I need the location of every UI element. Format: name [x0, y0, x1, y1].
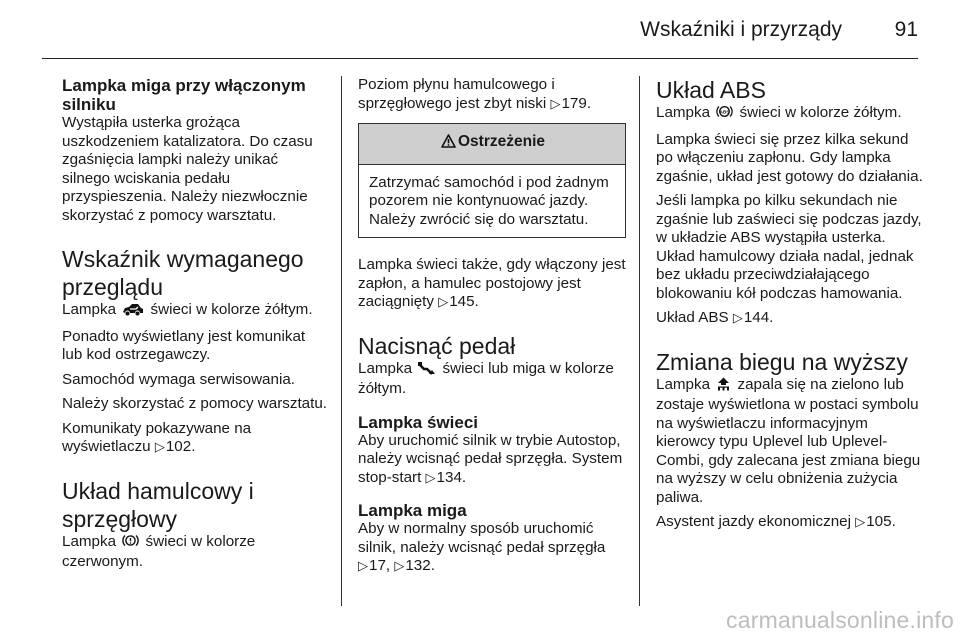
press-pedal-icon — [418, 362, 436, 381]
section-title-abs: Układ ABS — [656, 77, 766, 103]
column-2 — [358, 76, 626, 582]
warning-box — [358, 123, 626, 238]
page-number: 91 — [894, 18, 918, 41]
paragraph-abs-lamp: Lampka ABS świeci w kolorze żółtym. — [656, 104, 924, 125]
paragraph-abs-reference: Układ ABS ▷144. — [656, 309, 774, 326]
column-3 — [656, 76, 924, 538]
warning-title: Ostrzeżenie — [457, 133, 545, 150]
paragraph-brake-fluid: Poziom płynu hamulcowego i sprzęgłowego jest zbyt niski ▷179. — [358, 76, 592, 112]
paragraph-service-lamp: Lampka świeci w kolorze żółtym. — [62, 301, 328, 322]
reference-arrow-icon: ▷ — [154, 439, 165, 454]
reference-arrow-icon: ▷ — [425, 469, 436, 485]
warning-triangle-icon — [441, 134, 456, 154]
page-reference[interactable]: 17, — [369, 557, 391, 574]
svg-text:ABS: ABS — [719, 109, 730, 115]
reference-arrow-icon: ▷ — [358, 558, 368, 573]
warning-body: Zatrzymać samochód i pod żadnym pozorem nie kontynuować jazdy. Należy zwrócić się do warsztatu. — [369, 173, 609, 228]
column-divider-2 — [639, 76, 640, 606]
column-1 — [62, 76, 328, 578]
paragraph-upshift-lamp: Lampka zapala się na zielono lub zostaje wyświetlona w postaci symbolu na wyświetlaczu informacyjnym kierowcy typu Uplevel lub Uplevel-Combi, gdy zalecana jest zmiana biegu na wyższy w celu obniżenia zużycia paliwa. — [656, 375, 921, 506]
paragraph-catalyst: Wystąpiła usterka grożąca uszkodzeniem katalizatora. Do czasu zgaśnięcia lampki należy unikać silnego wciskania pedału przyspieszenia. Należy niezwłocznie skorzystać z pomocy warsztatu. — [62, 114, 313, 224]
page-reference[interactable]: 134. — [436, 468, 467, 486]
upshift-icon — [716, 377, 731, 397]
section-title-press-pedal: Nacisnąć pedał — [358, 332, 516, 359]
page-header-title: Wskaźniki i przyrządy — [640, 18, 842, 41]
warning-header — [359, 124, 625, 165]
page-reference[interactable]: 145. — [449, 293, 479, 310]
watermark: carmanualsonline.info — [726, 607, 954, 633]
reference-arrow-icon: ▷ — [855, 514, 866, 529]
column-divider-1 — [341, 76, 342, 606]
paragraph-autostop: Aby uruchomić silnik w trybie Autostop, należy wcisnąć pedał sprzęgła. System stop-start ▷134. — [358, 431, 623, 486]
page-reference[interactable]: 132. — [405, 557, 435, 574]
paragraph-service-message: Ponadto wyświetlany jest komunikat lub kod ostrzegawczy. — [62, 327, 306, 363]
paragraph-display-messages: Komunikaty pokazywane na wyświetlaczu ▷102. — [62, 419, 252, 455]
paragraph-parking-brake: Lampka świeci także, gdy włączony jest zapłon, a hamulec postojowy jest zaciągnięty ▷145. — [358, 256, 626, 310]
section-title-upshift: Zmiana biegu na wyższy — [656, 348, 908, 375]
paragraph-workshop: Należy skorzystać z pomocy warsztatu. — [62, 395, 328, 412]
paragraph-service-needed: Samochód wymaga serwisowania. — [62, 370, 295, 388]
brake-warning-icon — [122, 533, 139, 554]
paragraph-brake-lamp: Lampka świeci w kolorze czerwonym. — [62, 532, 256, 570]
page-reference[interactable]: 144. — [743, 309, 774, 326]
section-heading-lamp-flashing: Lampka miga — [358, 501, 467, 520]
section-heading-flashing-lamp: Lampka miga przy włączonym silniku — [62, 76, 306, 114]
reference-arrow-icon: ▷ — [550, 95, 561, 111]
page-header — [0, 0, 960, 62]
reference-arrow-icon: ▷ — [394, 558, 405, 573]
abs-icon — [716, 104, 733, 125]
paragraph-abs-startup: Lampka świeci się przez kilka sekund po włączeniu zapłonu. Gdy lampka zgaśnie, układ jest gotowy do działania. — [656, 130, 923, 185]
section-heading-lamp-lit: Lampka świeci — [358, 412, 479, 432]
page-reference[interactable]: 105. — [866, 513, 896, 530]
section-title-brake-system: Układ hamulcowy i sprzęgłowy — [62, 477, 254, 532]
paragraph-abs-fault: Jeśli lampka po kilku sekundach nie zgaśnie lub zaświeci się podczas jazdy, w układzie ABS wystąpiła usterka. Układ hamulcowy działa nadal, jednak bez układu przeciwdziałającego blokowaniu kół podczas hamowania. — [656, 192, 922, 302]
header-divider — [42, 58, 918, 59]
paragraph-pedal-lamp: Lampka świeci lub miga w kolorze żółtym. — [358, 359, 614, 397]
page-reference[interactable]: 102. — [165, 438, 196, 455]
paragraph-normal-start: Aby w normalny sposób uruchomić silnik, należy wcisnąć pedał sprzęgła ▷17, ▷132. — [358, 520, 606, 574]
reference-arrow-icon: ▷ — [438, 294, 449, 309]
reference-arrow-icon: ▷ — [732, 310, 743, 325]
service-car-icon — [122, 303, 144, 322]
page-reference[interactable]: 179. — [561, 94, 592, 112]
paragraph-eco-assistant: Asystent jazdy ekonomicznej ▷105. — [656, 513, 896, 530]
section-title-service: Wskaźnik wymaganego przeglądu — [62, 246, 304, 300]
